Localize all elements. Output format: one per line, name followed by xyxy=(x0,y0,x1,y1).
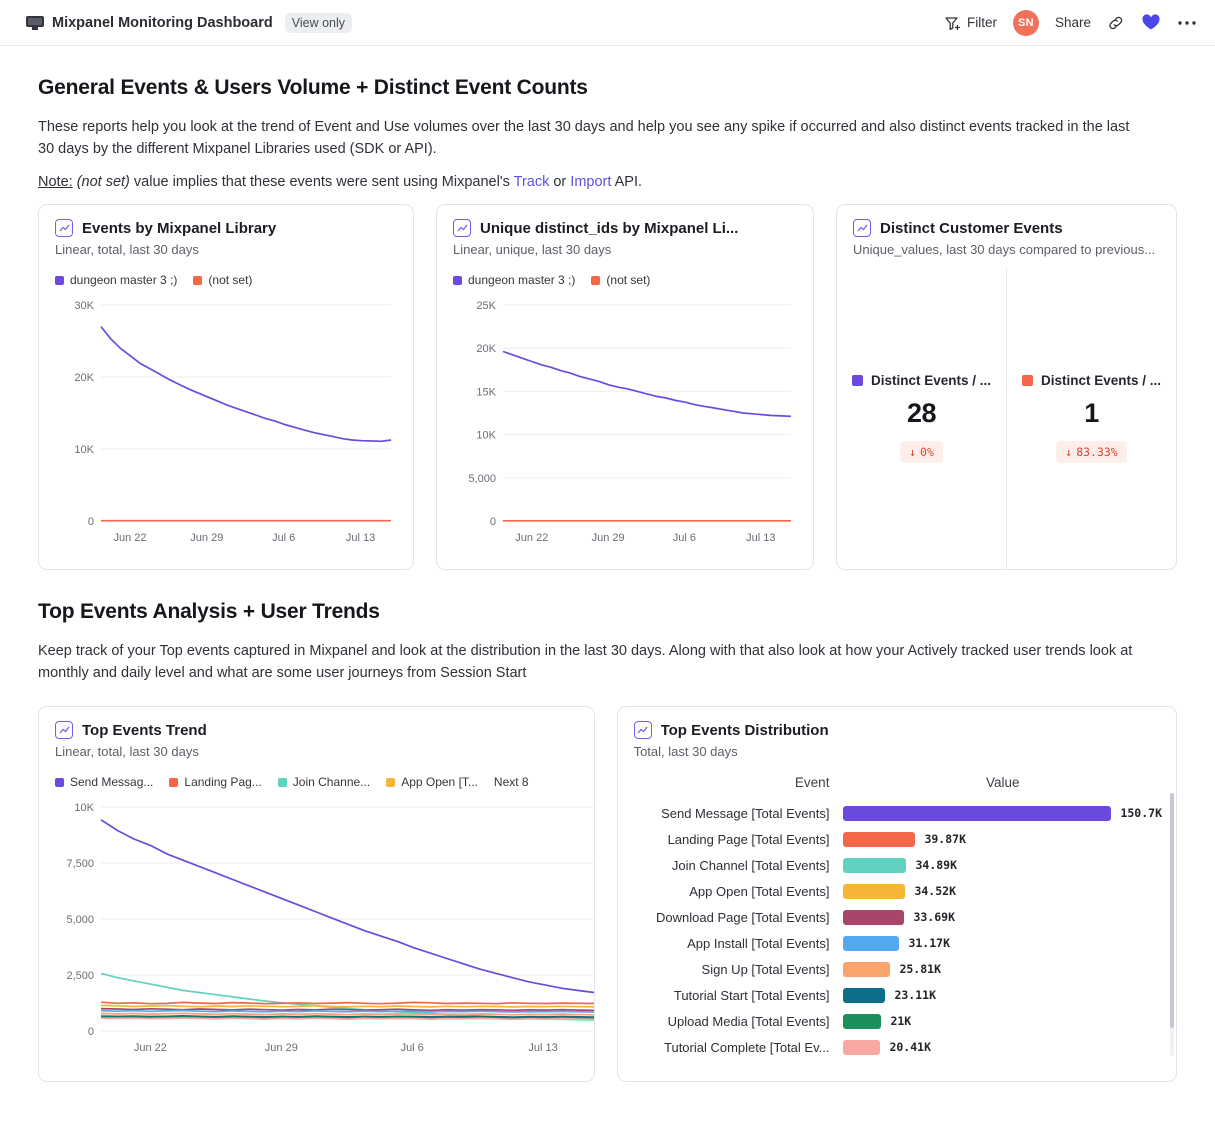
table-row[interactable] xyxy=(632,1008,1162,1034)
event-value-cell xyxy=(843,878,1162,904)
svg-text:Jul 6: Jul 6 xyxy=(272,532,296,545)
filter-label: Filter xyxy=(966,15,997,30)
svg-text:Jul 6: Jul 6 xyxy=(672,532,697,545)
table-header-row xyxy=(632,769,1162,800)
more-icon[interactable] xyxy=(1177,20,1197,26)
metric-value: 1 xyxy=(1084,398,1099,429)
table-row[interactable] xyxy=(632,982,1162,1008)
svg-text:25K: 25K xyxy=(476,300,496,313)
line-chart-2 xyxy=(437,287,813,567)
value-bar xyxy=(843,884,905,899)
table-row[interactable] xyxy=(632,826,1162,852)
chart-icon xyxy=(634,721,652,739)
value-label: 150.7K xyxy=(1120,806,1162,821)
event-name: Landing Page [Total Events] xyxy=(667,831,830,847)
distribution-table xyxy=(632,769,1162,1060)
value-bar xyxy=(843,962,890,977)
card-top-events-trend[interactable] xyxy=(38,706,595,1082)
card-header xyxy=(618,707,1176,769)
svg-text:Jun 22: Jun 22 xyxy=(113,532,147,545)
svg-text:Jun 29: Jun 29 xyxy=(190,532,224,545)
svg-text:30K: 30K xyxy=(74,300,94,313)
legend-label: Join Channe... xyxy=(292,775,371,790)
table-row[interactable] xyxy=(632,800,1162,826)
card-title: Top Events Distribution xyxy=(660,721,829,739)
svg-text:Jun 29: Jun 29 xyxy=(264,1042,298,1055)
event-value-cell xyxy=(843,930,1162,956)
metric-swatch xyxy=(1022,375,1033,386)
column-header-event: Event xyxy=(794,775,830,791)
value-bar xyxy=(843,832,915,847)
section-1-note xyxy=(38,174,1177,190)
svg-text:10K: 10K xyxy=(476,429,496,442)
card-title: Events by Mixpanel Library xyxy=(82,219,277,237)
chart-legend xyxy=(39,769,594,789)
note-or: or xyxy=(549,174,571,191)
page-body xyxy=(0,46,1215,1082)
svg-text:Jul 13: Jul 13 xyxy=(528,1042,558,1055)
top-bar-left xyxy=(26,13,352,33)
svg-text:0: 0 xyxy=(87,516,94,529)
value-bar xyxy=(843,910,904,925)
legend-item[interactable] xyxy=(55,775,153,789)
filter-button[interactable] xyxy=(945,15,997,30)
chart-icon xyxy=(55,219,73,237)
event-value-cell xyxy=(843,1008,1162,1034)
svg-text:Jul 13: Jul 13 xyxy=(746,532,776,545)
table-row[interactable] xyxy=(632,930,1162,956)
column-header-value: Value xyxy=(985,775,1020,791)
svg-text:Jun 22: Jun 22 xyxy=(515,532,549,545)
section-2-paragraph: Keep track of your Top events captured in Mixpanel and look at the distribution in the last 30 days. Along with that also look at how your Actively tracked user trends look at monthly and daily level and what are some user journeys from Session Start xyxy=(38,643,1133,682)
legend-item[interactable] xyxy=(591,273,650,287)
legend-item[interactable] xyxy=(278,775,370,789)
card-subtitle: Total, last 30 days xyxy=(633,744,738,760)
svg-text:Jun 22: Jun 22 xyxy=(133,1042,167,1055)
chart-legend xyxy=(437,267,813,287)
note-mid: value implies that these events were sent using Mixpanel's xyxy=(129,174,514,191)
chart-icon xyxy=(853,219,871,237)
chart-icon xyxy=(55,721,73,739)
svg-text:15K: 15K xyxy=(476,386,496,399)
value-bar xyxy=(843,988,885,1003)
metric-column xyxy=(837,267,1006,569)
svg-text:5,000: 5,000 xyxy=(468,472,496,485)
table-row[interactable] xyxy=(632,852,1162,878)
chart-legend xyxy=(39,267,413,287)
avatar[interactable]: SN xyxy=(1013,10,1039,36)
legend-item[interactable] xyxy=(386,775,478,789)
svg-text:20K: 20K xyxy=(74,372,94,385)
line-chart-3 xyxy=(39,789,594,1079)
card-subtitle: Linear, total, last 30 days xyxy=(55,242,199,258)
event-name: Download Page [Total Events] xyxy=(656,909,830,925)
event-name: Join Channel [Total Events] xyxy=(671,857,830,873)
legend-item[interactable] xyxy=(55,273,177,287)
legend-item[interactable] xyxy=(169,775,261,789)
card-header xyxy=(39,205,413,267)
legend-label: dungeon master 3 ;) xyxy=(468,273,576,288)
event-value-cell xyxy=(843,826,1162,852)
track-link[interactable]: Track xyxy=(513,174,550,191)
svg-text:Jul 13: Jul 13 xyxy=(345,532,376,545)
svg-text:0: 0 xyxy=(489,516,496,529)
charts-row-2 xyxy=(38,706,1177,1082)
event-value-cell xyxy=(843,800,1162,826)
metric-label: Distinct Events / ... xyxy=(870,373,992,389)
table-row[interactable] xyxy=(632,904,1162,930)
section-1-paragraph: These reports help you look at the trend of Event and Use volumes over the last 30 days and help you see any spike if occurred and also distinct events tracked in the last 30 days by the different Mixpanel Libraries used (SDK or API). xyxy=(38,119,1130,158)
card-title: Unique distinct_ids by Mixpanel Li... xyxy=(480,219,739,237)
metric-swatch xyxy=(852,375,863,386)
card-distinct-customer-events[interactable] xyxy=(836,204,1177,570)
metric-column xyxy=(1006,267,1176,569)
legend-label: Landing Pag... xyxy=(184,775,262,790)
table-row[interactable] xyxy=(632,1034,1162,1060)
delta-arrow-icon: ↓ xyxy=(909,445,917,460)
view-only-badge: View only xyxy=(285,13,352,33)
value-bar xyxy=(843,806,1111,821)
value-label: 23.11K xyxy=(894,988,936,1003)
legend-item[interactable] xyxy=(193,273,252,287)
card-header xyxy=(437,205,813,267)
legend-label: (not set) xyxy=(208,273,253,288)
svg-text:7,500: 7,500 xyxy=(66,858,94,871)
card-subtitle: Unique_values, last 30 days compared to previous... xyxy=(853,242,1156,258)
value-label: 25.81K xyxy=(899,962,941,977)
chart-icon xyxy=(453,219,471,237)
event-value-cell xyxy=(843,852,1162,878)
event-value-cell xyxy=(843,956,1162,982)
legend-more-button[interactable]: Next 8 xyxy=(493,775,529,790)
value-label: 20.41K xyxy=(889,1040,931,1055)
note-label: Note: xyxy=(38,174,73,191)
svg-text:0: 0 xyxy=(87,1026,94,1039)
value-label: 34.89K xyxy=(915,858,957,873)
event-name: Tutorial Complete [Total Ev... xyxy=(664,1039,830,1055)
section-2-title: Top Events Analysis + User Trends xyxy=(38,600,380,624)
svg-text:Jul 6: Jul 6 xyxy=(400,1042,424,1055)
section-1-title: General Events & Users Volume + Distinct Event Counts xyxy=(38,76,588,99)
value-bar xyxy=(843,858,906,873)
value-label: 21K xyxy=(890,1014,912,1029)
top-bar xyxy=(0,0,1215,46)
event-name: Upload Media [Total Events] xyxy=(667,1013,830,1029)
card-title: Top Events Trend xyxy=(82,721,207,739)
event-value-cell xyxy=(843,904,1162,930)
delta-value: 0% xyxy=(920,445,934,460)
value-bar xyxy=(843,1014,881,1029)
import-link[interactable]: Import xyxy=(570,174,612,191)
event-name: App Install [Total Events] xyxy=(687,935,830,951)
card-header xyxy=(39,707,594,769)
card-top-events-distribution[interactable] xyxy=(617,706,1177,1082)
svg-text:10K: 10K xyxy=(74,802,94,815)
card-title: Distinct Customer Events xyxy=(880,219,1063,237)
note-end: API. xyxy=(611,174,643,191)
delta-arrow-icon: ↓ xyxy=(1065,445,1073,460)
value-bar xyxy=(843,1040,880,1055)
event-name: Tutorial Start [Total Events] xyxy=(673,987,830,1003)
legend-label: App Open [T... xyxy=(401,775,478,790)
value-label: 39.87K xyxy=(924,832,966,847)
value-label: 34.52K xyxy=(914,884,956,899)
card-unique-distinct-ids[interactable] xyxy=(436,204,814,570)
delta-value: 83.33% xyxy=(1076,445,1118,460)
event-name: Sign Up [Total Events] xyxy=(701,961,830,977)
card-header xyxy=(837,205,1176,267)
card-subtitle: Linear, unique, last 30 days xyxy=(453,242,612,258)
event-value-cell xyxy=(843,1034,1162,1060)
heart-icon[interactable] xyxy=(1141,14,1161,31)
share-button[interactable] xyxy=(1055,15,1091,30)
svg-text:10K: 10K xyxy=(74,444,94,457)
svg-text:20K: 20K xyxy=(476,343,496,356)
card-subtitle: Linear, total, last 30 days xyxy=(55,744,199,760)
metric-delta xyxy=(900,441,943,463)
value-bar xyxy=(843,936,899,951)
line-chart-1 xyxy=(39,287,413,567)
legend-label: Send Messag... xyxy=(70,775,154,790)
filter-icon xyxy=(945,16,961,30)
event-name: Send Message [Total Events] xyxy=(661,805,830,821)
table-row[interactable] xyxy=(632,956,1162,982)
charts-row-1 xyxy=(38,204,1177,570)
note-italic: (not set) xyxy=(76,174,130,191)
monitor-icon xyxy=(26,16,44,30)
card-events-by-library[interactable] xyxy=(38,204,414,570)
svg-text:5,000: 5,000 xyxy=(66,914,94,927)
legend-label: dungeon master 3 ;) xyxy=(70,273,178,288)
value-label: 33.69K xyxy=(913,910,955,925)
value-label: 31.17K xyxy=(908,936,950,951)
top-bar-actions xyxy=(945,10,1197,36)
metric-label: Distinct Events / ... xyxy=(1040,373,1162,389)
metric-delta xyxy=(1056,441,1126,463)
event-value-cell xyxy=(843,982,1162,1008)
event-name: App Open [Total Events] xyxy=(689,883,830,899)
legend-item[interactable] xyxy=(453,273,575,287)
svg-text:Jun 29: Jun 29 xyxy=(591,532,625,545)
dashboard-title: Mixpanel Monitoring Dashboard xyxy=(52,14,273,31)
link-icon[interactable] xyxy=(1107,15,1125,31)
metric-value: 28 xyxy=(906,398,937,429)
svg-text:2,500: 2,500 xyxy=(66,970,94,983)
distribution-table-wrapper xyxy=(618,769,1176,1060)
scrollbar-thumb[interactable] xyxy=(1170,793,1174,1028)
legend-label: (not set) xyxy=(606,273,651,288)
share-label: Share xyxy=(1054,15,1091,30)
table-row[interactable] xyxy=(632,878,1162,904)
